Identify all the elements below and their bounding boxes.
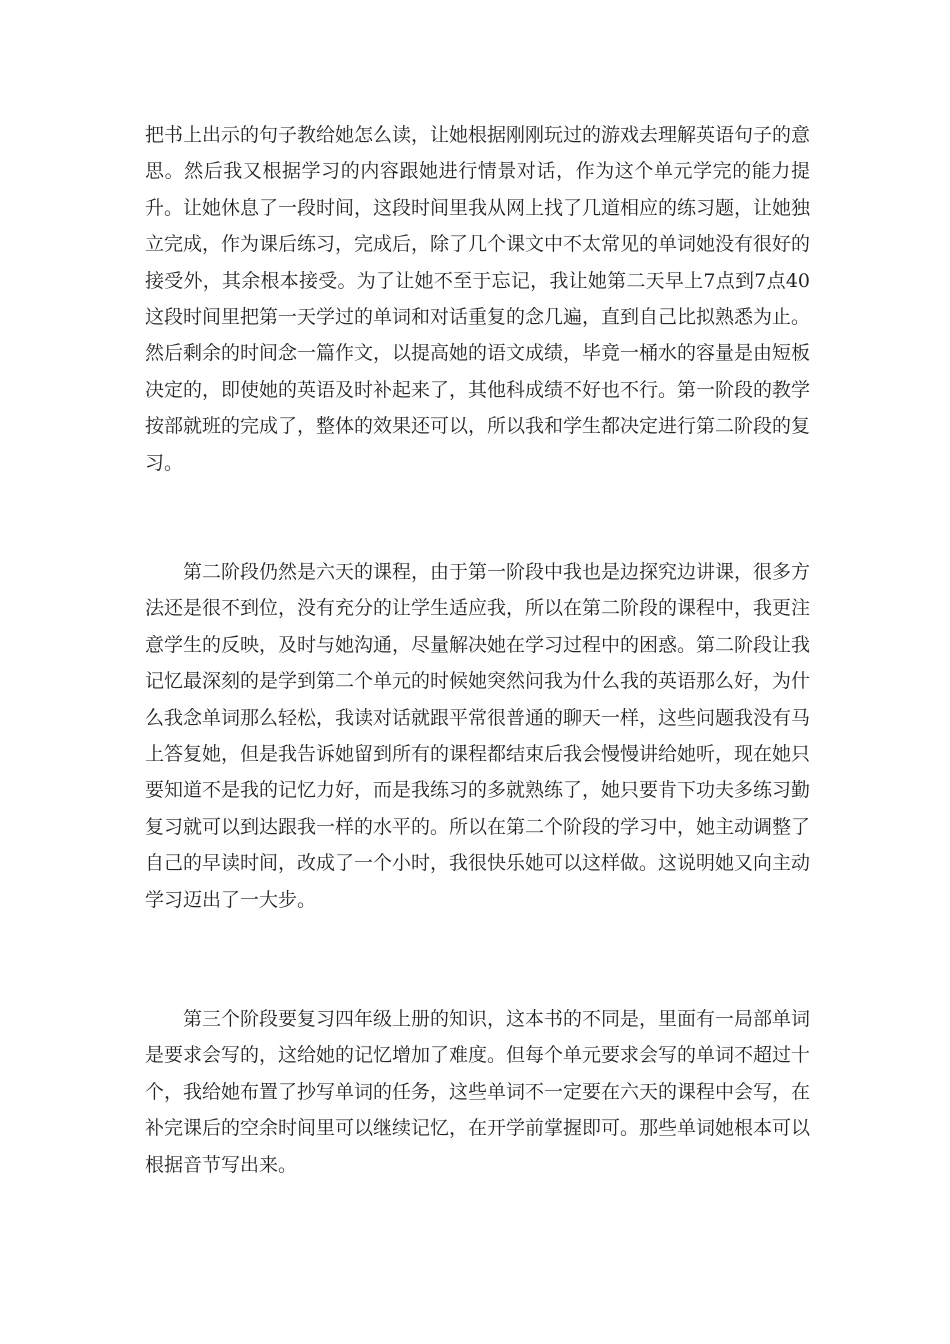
paragraph-2: 第二阶段仍然是六天的课程，由于第一阶段中我也是边探究边讲课，很多方法还是很不到位，没有充分的让学生适应我，所以在第二阶段的课程中，我更注意学生的反映，及时与她沟通，尽量解决她在学习过程中的困惑。第二阶段让我记忆最深刻的是学到第二个单元的时候她突然问我为什么我的英语那么好，为什么我念单词那么轻松，我读对话就跟平常很普通的聊天一样，这些问题我没有马上答复她，但是我告诉她留到所有的课程都结束后我会慢慢讲给她听，现在她只要知道不是我的记忆力好，而是我练习的多就熟练了，她只要肯下功夫多练习勤复习就可以到达跟我一样的水平的。所以在第二个阶段的学习中，她主动调整了自己的早读时间，改成了一个小时，我很快乐她可以这样做。这说明她又向主动学习迈出了一大步。 bbox=[145, 561, 811, 911]
paragraph-3: 第三个阶段要复习四年级上册的知识，这本书的不同是，里面有一局部单词是要求会写的，这给她的记忆增加了难度。但每个单元要求会写的单词不超过十个，我给她布置了抄写单词的任务，这些单词不一定要在六天的课程中会写，在补完课后的空余时间里可以继续记忆，在开学前掌握即可。那些单词她根本可以根据音节写出来。 bbox=[145, 1008, 811, 1176]
paragraph-1: 把书上出示的句子教给她怎么读，让她根据刚刚玩过的游戏去理解英语句子的意思。然后我又根据学习的内容跟她进行情景对话，作为这个单元学完的能力提升。让她休息了一段时间，这段时间里我从网上找了几道相应的练习题，让她独立完成，作为课后练习，完成后，除了几个课文中不太常见的单词她没有很好的接受外，其余根本接受。为了让她不至于忘记，我让她第二天早上7点到7点40这段时间里把第一天学过的单词和对话重复的念几遍，直到自己比拟熟悉为止。然后剩余的时间念一篇作文，以提高她的语文成绩，毕竟一桶水的容量是由短板决定的，即使她的英语及时补起来了，其他科成绩不好也不行。第一阶段的教学按部就班的完成了，整体的效果还可以，所以我和学生都决定进行第二阶段的复习。 bbox=[145, 124, 811, 474]
